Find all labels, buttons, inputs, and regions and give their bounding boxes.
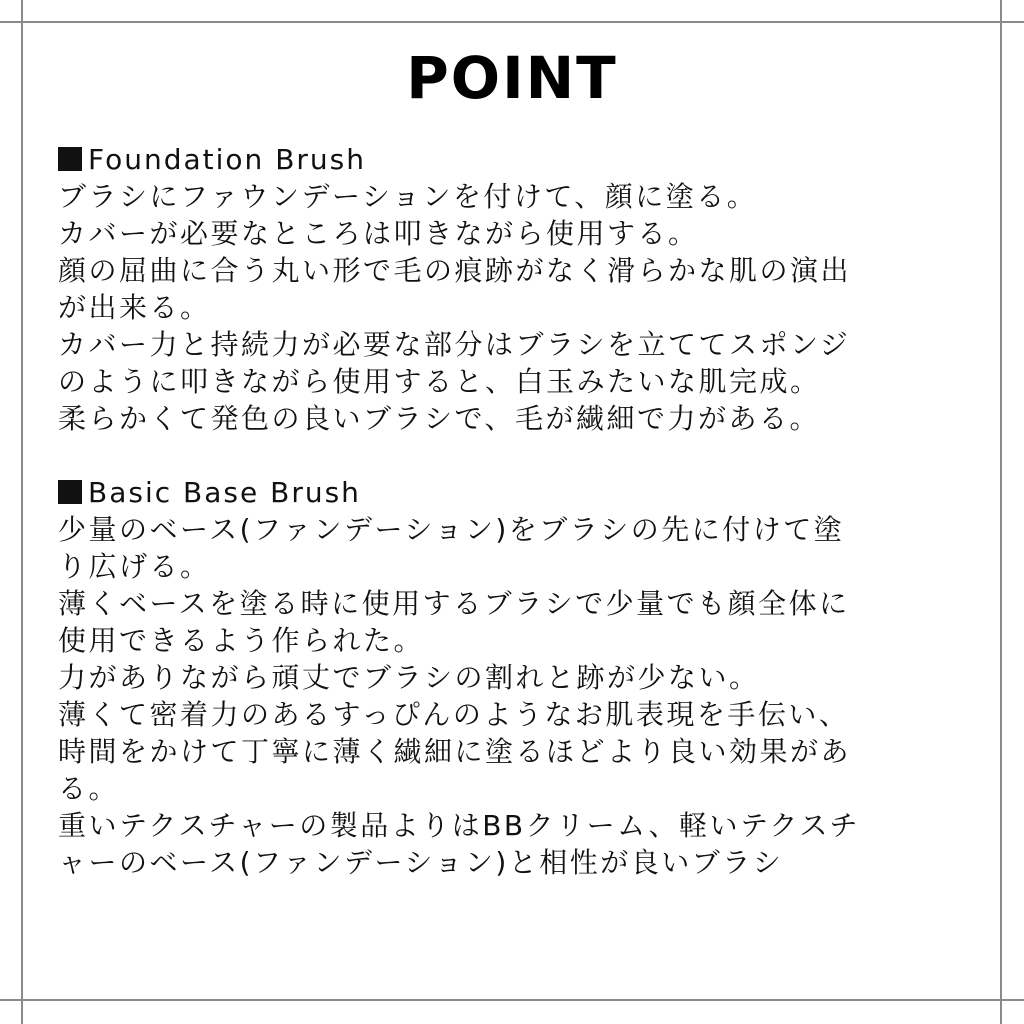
body-line: 重いテクスチャーの製品よりはBBクリーム、軽いテクスチ — [58, 809, 861, 842]
body-line: り広げる。 — [58, 550, 211, 583]
section-heading — [58, 474, 978, 511]
section-heading-label: Basic Base Brush — [88, 476, 361, 509]
square-bullet-icon — [58, 480, 82, 504]
body-line: カバーが必要なところは叩きながら使用する。 — [58, 217, 699, 250]
body-line: 時間をかけて丁寧に薄く繊細に塗るほどより良い効果があ — [58, 735, 852, 768]
body-line: ャーのベース(ファンデーション)と相性が良いブラシ — [58, 846, 784, 879]
section-heading-label: Foundation Brush — [88, 143, 366, 176]
frame-left-line — [21, 0, 23, 1024]
body-line: が出来る。 — [58, 291, 211, 324]
body-line: 薄くベースを塗る時に使用するブラシで少量でも顔全体に — [58, 587, 850, 620]
square-bullet-icon — [58, 147, 82, 171]
frame-right-line — [1000, 0, 1002, 1024]
body-line: 柔らかくて発色の良いブラシで、毛が繊細で力がある。 — [58, 402, 820, 435]
body-line: 顔の屈曲に合う丸い形で毛の痕跡がなく滑らかな肌の演出 — [58, 254, 852, 287]
body-line: 少量のベース(ファンデーション)をブラシの先に付けて塗 — [58, 513, 845, 546]
body-line: る。 — [58, 772, 120, 805]
section-heading — [58, 141, 978, 178]
body-line: カバー力と持続力が必要な部分はブラシを立ててスポンジ — [58, 328, 851, 361]
frame-top-line — [0, 21, 1024, 23]
body-line: 薄くて密着力のあるすっぴんのようなお肌表現を手伝い、 — [58, 698, 850, 731]
body-line: ブラシにファウンデーションを付けて、顔に塗る。 — [58, 180, 758, 213]
body-line: 使用できるよう作られた。 — [58, 624, 425, 657]
section-foundation-brush — [58, 141, 978, 437]
section-basic-base-brush — [58, 474, 978, 881]
body-line: のように叩きながら使用すると、白玉みたいな肌完成。 — [58, 365, 821, 398]
page-title: POINT — [406, 44, 618, 112]
frame-bottom-line — [0, 999, 1024, 1001]
body-line: 力がありながら頑丈でブラシの割れと跡が少ない。 — [58, 661, 760, 694]
